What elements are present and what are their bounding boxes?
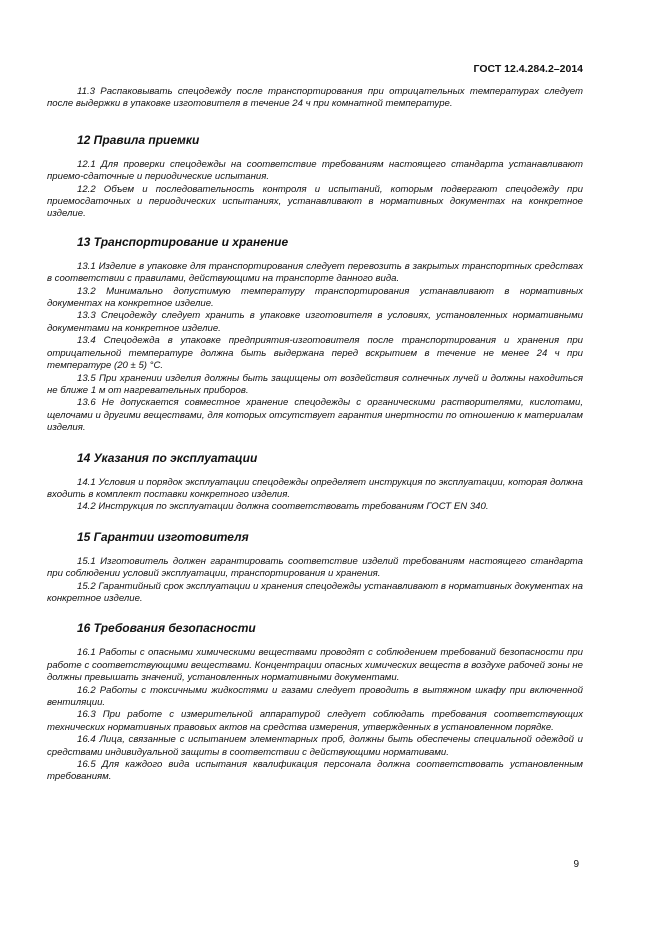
paragraph-16-4: 16.4 Лица, связанные с испытанием элементарных проб, должны быть обеспечены специальной одеждой и средствами индивидуальной защиты в соответствии с действующими нормативами.: [47, 734, 583, 758]
paragraph-16-3: 16.3 При работе с измерительной аппаратурой следует соблюдать требования соответствующих технических нормативных правовых актов на средства измерения, утвержденных в установленном порядке.: [47, 709, 583, 733]
section-heading-12: 12 Правила приемки: [77, 132, 200, 147]
section-heading-13: 13 Транспортирование и хранение: [77, 234, 289, 249]
paragraph-11-3: 11.3 Распаковывать спецодежду после транспортирования при отрицательных температурах следует после выдержки в упаковке изготовителя в течение 24 ч при комнатной температуре.: [47, 86, 583, 110]
paragraph-13-2: 13.2 Минимально допустимую температуру транспортирования устанавливают в нормативных документах на конкретное изделие.: [47, 285, 583, 310]
section-heading-16: 16 Требования безопасности: [77, 621, 256, 636]
paragraph-14-2: 14.2 Инструкция по эксплуатации должна соответствовать требованиям ГОСТ EN 340.: [77, 501, 489, 513]
paragraph-16-5: 16.5 Для каждого вида испытания квалификация персонала должна соответствовать установленным требованиям.: [47, 759, 583, 783]
paragraph-13-3: 13.3 Спецодежду следует хранить в упаковке изготовителя в условиях, установленных нормативными документами на конкретное изделие.: [47, 310, 583, 334]
paragraph-15-2: 15.2 Гарантийный срок эксплуатации и хранения спецодежды устанавливают в нормативных документах на конкретное изделие.: [47, 580, 583, 604]
paragraph-15-1: 15.1 Изготовитель должен гарантировать соответствие изделий требованиям настоящего стандарта при соблюдении условий эксплуатации, транспортирования и хранения.: [47, 555, 583, 580]
section-heading-14: 14 Указания по эксплуатации: [77, 450, 258, 465]
paragraph-13-6: 13.6 Не допускается совместное хранение спецодежды с органическими растворителями, кислотами, щелочами и другими веществами, для которых отсутствует гарантия инертности по отношению к материалам изделия.: [47, 397, 583, 434]
paragraph-16-2: 16.2 Работы с токсичными жидкостями и газами следует проводить в вытяжном шкафу при включенной вентиляции.: [47, 684, 583, 708]
document-body: [47, 86, 583, 784]
paragraph-14-1: 14.1 Условия и порядок эксплуатации спецодежды определяет инструкция по эксплуатации, которая должна входить в комплект поставки конкретного изделия.: [47, 476, 583, 500]
paragraph-16-1: 16.1 Работы с опасными химическими веществами проводят с соблюдением требований безопасности при работе с соответствующими веществами. Концентрации опасных химических веществ в воздухе рабочей зоны не должны превышать значений, установленных нормативными документами.: [47, 647, 583, 684]
standard-header: ГОСТ 12.4.284.2–2014: [473, 63, 583, 75]
page-number: 9: [573, 859, 579, 870]
paragraph-13-4: 13.4 Спецодежда в упаковке предприятия-изготовителя после транспортирования и хранения при отрицательной температуре должна быть выдержана перед вскрытием в течение не менее 24 ч при температуре (20 ± 5) °С.: [47, 335, 583, 372]
paragraph-12-1: 12.1 Для проверки спецодежды на соответствие требованиям настоящего стандарта устанавливают приемо-сдаточные и периодические испытания.: [47, 158, 583, 183]
paragraph-13-1: 13.1 Изделие в упаковке для транспортирования следует перевозить в закрытых транспортных средствах в соответствии с правилами, действующими на транспорте данного вида.: [47, 260, 583, 285]
section-heading-15: 15 Гарантии изготовителя: [77, 529, 249, 544]
paragraph-12-2: 12.2 Объем и последовательность контроля и испытаний, которым подвергают спецодежду при приемосдаточных и периодических испытаниях, устанавливают в нормативных документах на конкретное изделие.: [47, 183, 583, 220]
paragraph-13-5: 13.5 При хранении изделия должны быть защищены от воздействия солнечных лучей и должны находиться не ближе 1 м от нагревательных приборов.: [47, 372, 583, 396]
